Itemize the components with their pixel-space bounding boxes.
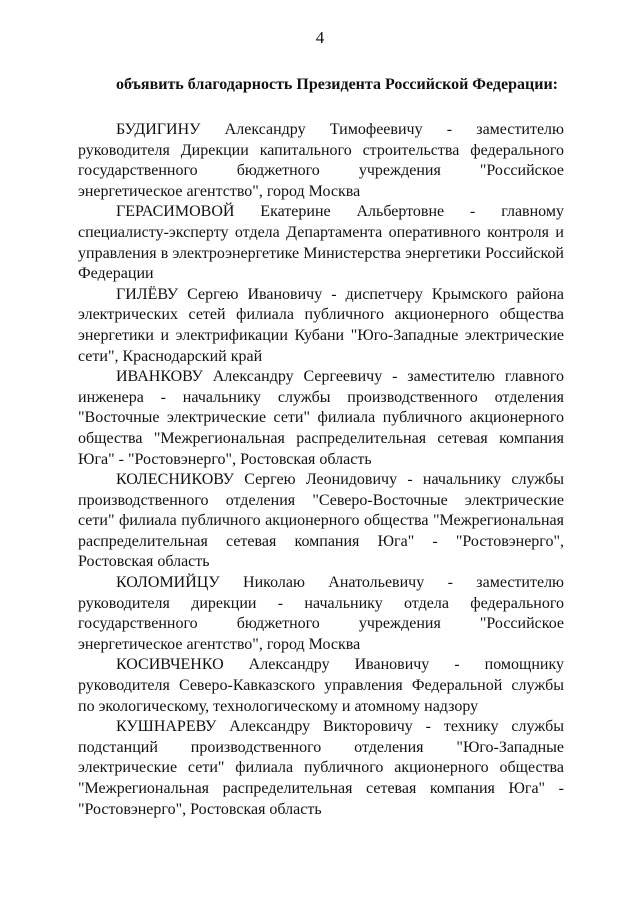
recipient-entry-kolomiets: КОЛОМИЙЦУ Николаю Анатольевичу - заместителю руководителя дирекции - начальнику отдела федерального государственного бюджетного учреждения "Российское энергетическое агентство", город Москва — [78, 574, 564, 653]
recipient-entry-ivankov: ИВАНКОВУ Александру Сергеевичу - заместителю главного инженера - начальнику службы производственного отделения "Восточные электрические сети" филиала публичного акционерного общества "Межрегиональная распределительная сетевая компания Юга" - "Ростовэнерго", Ростовская область — [78, 368, 564, 468]
recipient-entry-budigin: БУДИГИНУ Александру Тимофеевичу - заместителю руководителя Дирекции капитального строительства федерального государственного бюджетного учреждения "Российское энергетическое агентство", город Москва — [78, 121, 564, 200]
recipient-list — [78, 120, 564, 820]
recipient-entry-kushnarev: КУШНАРЕВУ Александру Викторовичу - технику службы подстанций производственного отделения "Юго-Западные электрические сети" филиала публичного акционерного общества "Межрегиональная распределительная сетевая компания Юга" - "Ростовэнерго", Ростовская область — [78, 718, 564, 818]
recipient-entry-kosivchenko: КОСИВЧЕНКО Александру Ивановичу - помощнику руководителя Северо-Кавказского управления Федеральной службы по экологическому, технологическому и атомному надзору — [78, 656, 564, 715]
recipient-entry-kolesnikov: КОЛЕСНИКОВУ Сергею Леонидовичу - начальнику службы производственного отделения "Северо-Восточные электрические сети" филиала публичного акционерного общества "Межрегиональная распределительная сетевая компания Юга" - "Ростовэнерго", Ростовская область — [78, 471, 564, 571]
page-number: 4 — [315, 28, 325, 47]
recipient-entry-gerasimova: ГЕРАСИМОВОЙ Екатерине Альбертовне - главному специалисту-эксперту отдела Департамента оперативного контроля и управления в электроэнергетике Министерства энергетики Российской Федерации — [78, 203, 564, 283]
award-heading: объявить благодарность Президента Российской Федерации: — [116, 76, 558, 93]
recipient-entry-gilev: ГИЛЁВУ Сергею Ивановичу - диспетчеру Крымского района электрических сетей филиала публичного акционерного общества энергетики и электрификации Кубани "Юго-Западные электрические сети", Краснодарский край — [78, 285, 564, 365]
